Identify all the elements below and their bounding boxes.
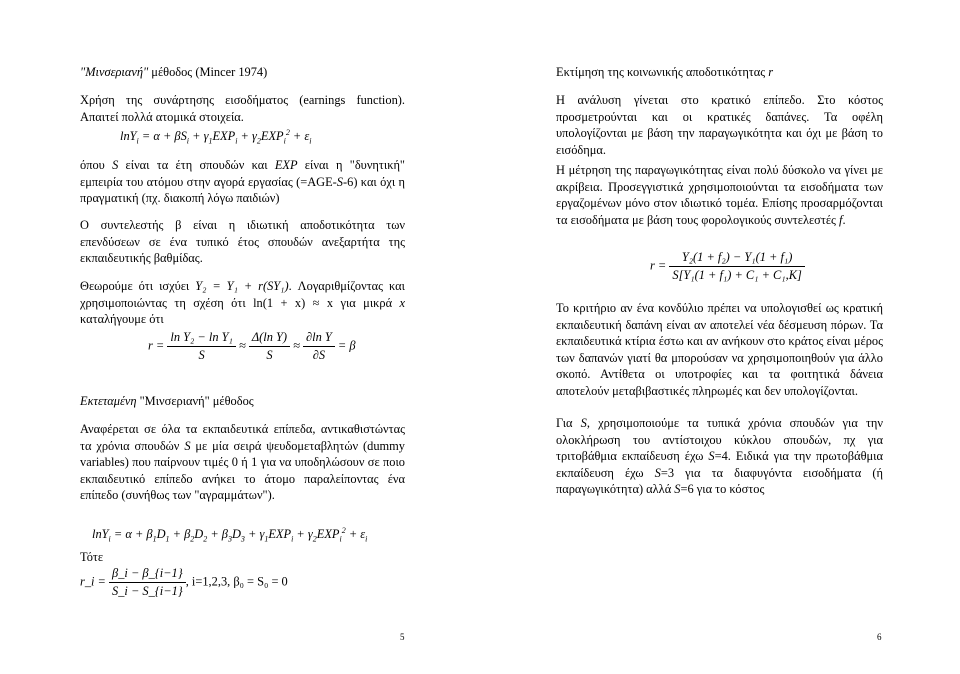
page-number-right: 6 xyxy=(877,632,882,642)
page-number-left: 5 xyxy=(400,632,405,642)
extended-method-heading: Εκτεταμένη "Μινσεριανή" μέθοδος xyxy=(80,394,254,408)
state-level-paragraph: Η ανάλυση γίνεται στο κρατικό επίπεδο. Στο κόστος προσμετρούνται και οι κρατικές δαπάνες. Τα οφέλη υπολογίζονται με βάση την παραγωγικότητα και όχι με βάση το εισόδημα. xyxy=(556,93,883,157)
productivity-paragraph: Η μέτρηση της παραγωγικότητας είναι πολύ δύσκολο να γίνει με ακρίβεια. Προσεγγιστικά χρησιμοποιούνται τα εισοδήματα των εργαζομένων μόνο στον ιδιωτικό τομέα. Επίσης προσαρμόζονται τα εισοδήματα με βάση τους φορολογικούς συντελεστές f. xyxy=(556,163,883,227)
variables-definition-paragraph: όπου S είναι τα έτη σπουδών και EXP είναι η "δυνητική" εμπειρία του ατόμου στην αγορά εργασίας (=AGE-S-6) και όχι η πραγματική (πχ. διακοπή λόγω παιδιών) xyxy=(80,158,405,206)
left-section-title: "Μινσεριανή" μέθοδος (Mincer 1974) xyxy=(80,65,268,79)
left-intro-paragraph: Χρήση της συνάρτησης εισοδήματος (earnings function). Απαιτεί πολλά ατομικά στοιχεία. xyxy=(80,93,405,124)
then-label: Τότε xyxy=(80,550,104,564)
extended-method-paragraph: Αναφέρεται σε όλα τα εκπαιδευτικά επίπεδα, αντικαθιστώντας τα χρόνια σπουδών S με μία σειρά ψευδομεταβλητών (dummy variables) που παίρνουν τιμές 0 ή 1 για να υποδηλώσουν σε ποιο εκπαιδευτικό επίπεδο ανήκει το άτομο παραλείποντας ένα επίπεδο (συνήθως των "αγραμμάτων"). xyxy=(80,422,406,503)
extended-mincer-equation: $\ln Y_i = \alpha + \beta_1D_1 + \beta_2D_2 + \beta_3D_3 + \gamma_1EXP_i + \gamma_2EXP_i^2 + \varepsilon_i$ xyxy=(92,526,368,544)
mincer-equation: $\ln Y_i = \alpha + \beta S_i + \gamma_1EXP_i + \gamma_2EXP_i^2 + \varepsilon_i$ xyxy=(120,128,312,146)
schooling-years-paragraph: Για S, χρησιμοποιούμε τα τυπικά χρόνια σπουδών για την ολοκλήρωση του αντίστοιχου κύκλου σπουδών, πχ για τριτοβάθμια εκπαίδευση έχω S=4. Ειδικά για την πρωτοβάθμια εκπαίδευση έχω S=3 για τα διαφυγόντα εισοδήματα (ή παραγωγικότητα) αλλά S=6 για το κόστος xyxy=(556,416,884,497)
coefficient-paragraph: Ο συντελεστής β είναι η ιδιωτική αποδοτικότητα των επενδύσεων σε ένα τυπικό έτος σπουδών ανεξαρτήτα της εκπαιδευτικής βαθμίδας. xyxy=(80,218,405,266)
log-derivation-paragraph: Θεωρούμε ότι ισχύει Y₂ = Y₁ + r(SY₁). Λογαριθμίζοντας και χρησιμοποιώντας τη σχέση ότι ln(1 + x) ≈ x για μικρά x καταλήγουμε ότι xyxy=(80,279,405,327)
expenditure-criterion-paragraph: Το κριτήριο αν ένα κονδύλιο πρέπει να υπολογισθεί ως κρατική εκπαιδευτική δαπάνη είναι αν αποτελεί νέα δέσμευση πόρων. Τα εκπαιδευτικά κτίρια έστω και αν ανήκουν στο κράτος είναι μέρος των δαπανών γιατί θα μπορούσαν να χρησιμοποιηθούν για άλλο σκοπό. Αντίθετα οι υποτροφίες και τα φοιτητικά δάνεια αποτελούν μεταβιβαστικές πληρωμές και δεν υπολογίζονται. xyxy=(556,301,883,398)
right-section-title: Εκτίμηση της κοινωνικής αποδοτικότητας r xyxy=(556,65,774,79)
level-return-equation: r_i = $\frac{\beta\_i - \beta\_\{i-1\}}{S\_i - S\_\{i-1\}}$ , i=1,2,3, β₀ = S₀ = 0 xyxy=(80,566,288,598)
return-rate-equation: r = $\frac{\text{ln Y₂ − ln Y₁}}{S}$ ≈ $\frac{\text{Δ(ln Y)}}{S}$ ≈ $\frac{\text{∂ln Y}}{\partial S}$ = β xyxy=(148,330,356,362)
social-return-equation: r = $\frac{\text{Y₂(1 + f₂) − Y₁(1 + f₁)}}{\text{S[Y₁(1 + f₁) + C₁ + C₁,K]}}$ xyxy=(650,250,805,283)
